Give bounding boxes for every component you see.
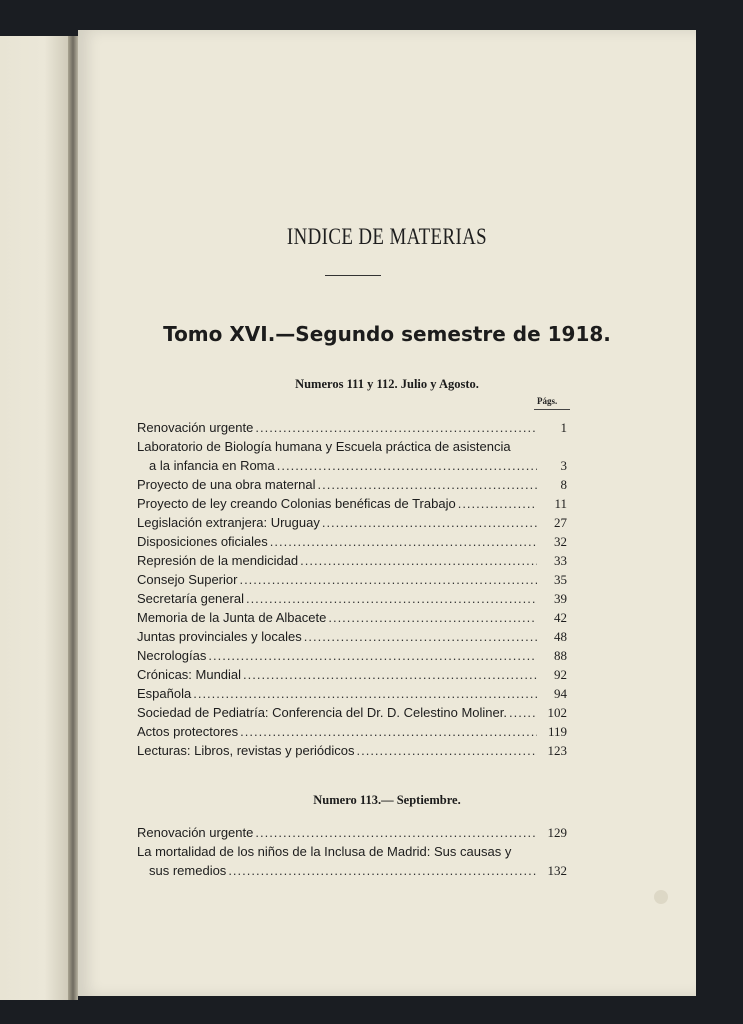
toc-entry-page: 32 — [554, 534, 567, 549]
toc-entry-label: Represión de la mendicidad — [137, 553, 299, 568]
toc-entry-label: Lecturas: Libros, revistas y periódicos — [137, 743, 355, 758]
toc-entry — [137, 684, 567, 703]
dot-leader — [318, 475, 538, 494]
toc-entry-page: 48 — [554, 629, 567, 644]
toc-entry-page: 123 — [547, 743, 567, 758]
toc-entry-page: 33 — [554, 553, 567, 568]
page-title: INDICE DE MATERIAS — [286, 224, 488, 249]
toc-entry-label: Proyecto de una obra maternal — [137, 477, 316, 492]
toc-entry-label: Consejo Superior — [137, 572, 238, 587]
toc-entry — [137, 608, 567, 627]
toc-entry-page: 3 — [560, 458, 567, 473]
toc-entry — [137, 703, 567, 722]
pages-column-header: Págs. — [537, 396, 558, 406]
toc-entry — [137, 823, 567, 842]
dot-leader — [356, 741, 537, 760]
dot-leader — [458, 494, 537, 513]
dot-leader — [277, 456, 537, 475]
dot-leader — [246, 589, 537, 608]
toc-entry — [137, 741, 567, 760]
toc-entry-page: 27 — [554, 515, 567, 530]
toc-entry-page: 39 — [554, 591, 567, 606]
toc-entry — [137, 861, 567, 880]
toc-entry-label: sus remedios — [149, 863, 227, 878]
dot-leader — [240, 722, 537, 741]
toc-entry — [137, 456, 567, 475]
toc-entry — [137, 551, 567, 570]
toc-entry-page: 88 — [554, 648, 567, 663]
dot-leader — [255, 418, 537, 437]
toc-entry-page: 1 — [560, 420, 567, 435]
toc-entry — [137, 589, 567, 608]
toc-entry-page: 129 — [547, 825, 567, 840]
dot-leader — [322, 513, 537, 532]
toc-entry-page: 8 — [560, 477, 567, 492]
toc-entry — [137, 418, 567, 437]
toc-entry-page: 94 — [554, 686, 567, 701]
toc-entry — [137, 570, 567, 589]
toc-entry-label: Actos protectores — [137, 724, 239, 739]
toc-entry-page: 119 — [547, 724, 567, 739]
toc-entry-page: 132 — [547, 863, 567, 878]
toc-entry — [137, 646, 567, 665]
toc-entry-label: Española — [137, 686, 192, 701]
toc-entry — [137, 494, 567, 513]
toc-entry-page: 11 — [554, 496, 567, 511]
facing-page-edge — [0, 36, 74, 1000]
toc-entry-label: Proyecto de ley creando Colonias benéficas de Trabajo — [137, 496, 456, 511]
paper-stain — [654, 890, 668, 904]
toc-entry-page: 102 — [547, 705, 567, 720]
toc-entry — [137, 513, 567, 532]
toc-entry-label: Laboratorio de Biología humana y Escuela práctica de asistencia — [137, 439, 511, 454]
toc-entry-label: Renovación urgente — [137, 825, 254, 840]
dot-leader — [228, 861, 537, 880]
dot-leader — [208, 646, 537, 665]
dot-leader — [270, 532, 537, 551]
book-page — [78, 30, 696, 996]
toc-entry-label: Renovación urgente — [137, 420, 254, 435]
toc-entry-page: 35 — [554, 572, 567, 587]
toc-entry-page: 92 — [554, 667, 567, 682]
dot-leader — [243, 665, 537, 684]
dot-leader — [300, 551, 537, 570]
toc-entry-label: La mortalidad de los niños de la Inclusa de Madrid: Sus causas y — [137, 844, 512, 859]
toc-entry-page: 42 — [554, 610, 567, 625]
toc-entry-label: Disposiciones oficiales — [137, 534, 268, 549]
volume-heading: Tomo XVI.—Segundo semestre de 1918. — [163, 322, 611, 346]
toc-entry-label: Crónicas: Mundial — [137, 667, 242, 682]
toc-entry-label: Memoria de la Junta de Albacete — [137, 610, 327, 625]
book-gutter — [68, 36, 78, 1000]
toc-entry-label: Juntas provinciales y locales — [137, 629, 302, 644]
title-divider — [325, 275, 381, 276]
toc-entry — [137, 665, 567, 684]
toc-list-section-2 — [137, 823, 567, 880]
toc-entry — [137, 842, 567, 861]
section-heading-1: Numeros 111 y 112. Julio y Agosto. — [295, 377, 479, 391]
dot-leader — [304, 627, 537, 646]
pages-header-underline — [534, 409, 570, 410]
toc-entry-label: a la infancia en Roma — [149, 458, 275, 473]
toc-entry — [137, 437, 567, 456]
toc-entry — [137, 627, 567, 646]
dot-leader — [328, 608, 537, 627]
toc-entry-label: Necrologías — [137, 648, 207, 663]
toc-entry — [137, 722, 567, 741]
toc-entry-label: Sociedad de Pediatría: Conferencia del Dr. D. Celestino Moliner. — [137, 705, 507, 720]
dot-leader — [193, 684, 537, 703]
toc-entry — [137, 532, 567, 551]
dot-leader — [255, 823, 537, 842]
dot-leader — [509, 703, 537, 722]
toc-entry-label: Secretaría general — [137, 591, 244, 606]
section-heading-2: Numero 113.— Septiembre. — [313, 793, 461, 807]
toc-entry-label: Legislación extranjera: Uruguay — [137, 515, 320, 530]
toc-list-section-1 — [137, 418, 567, 760]
toc-entry — [137, 475, 567, 494]
dot-leader — [239, 570, 537, 589]
